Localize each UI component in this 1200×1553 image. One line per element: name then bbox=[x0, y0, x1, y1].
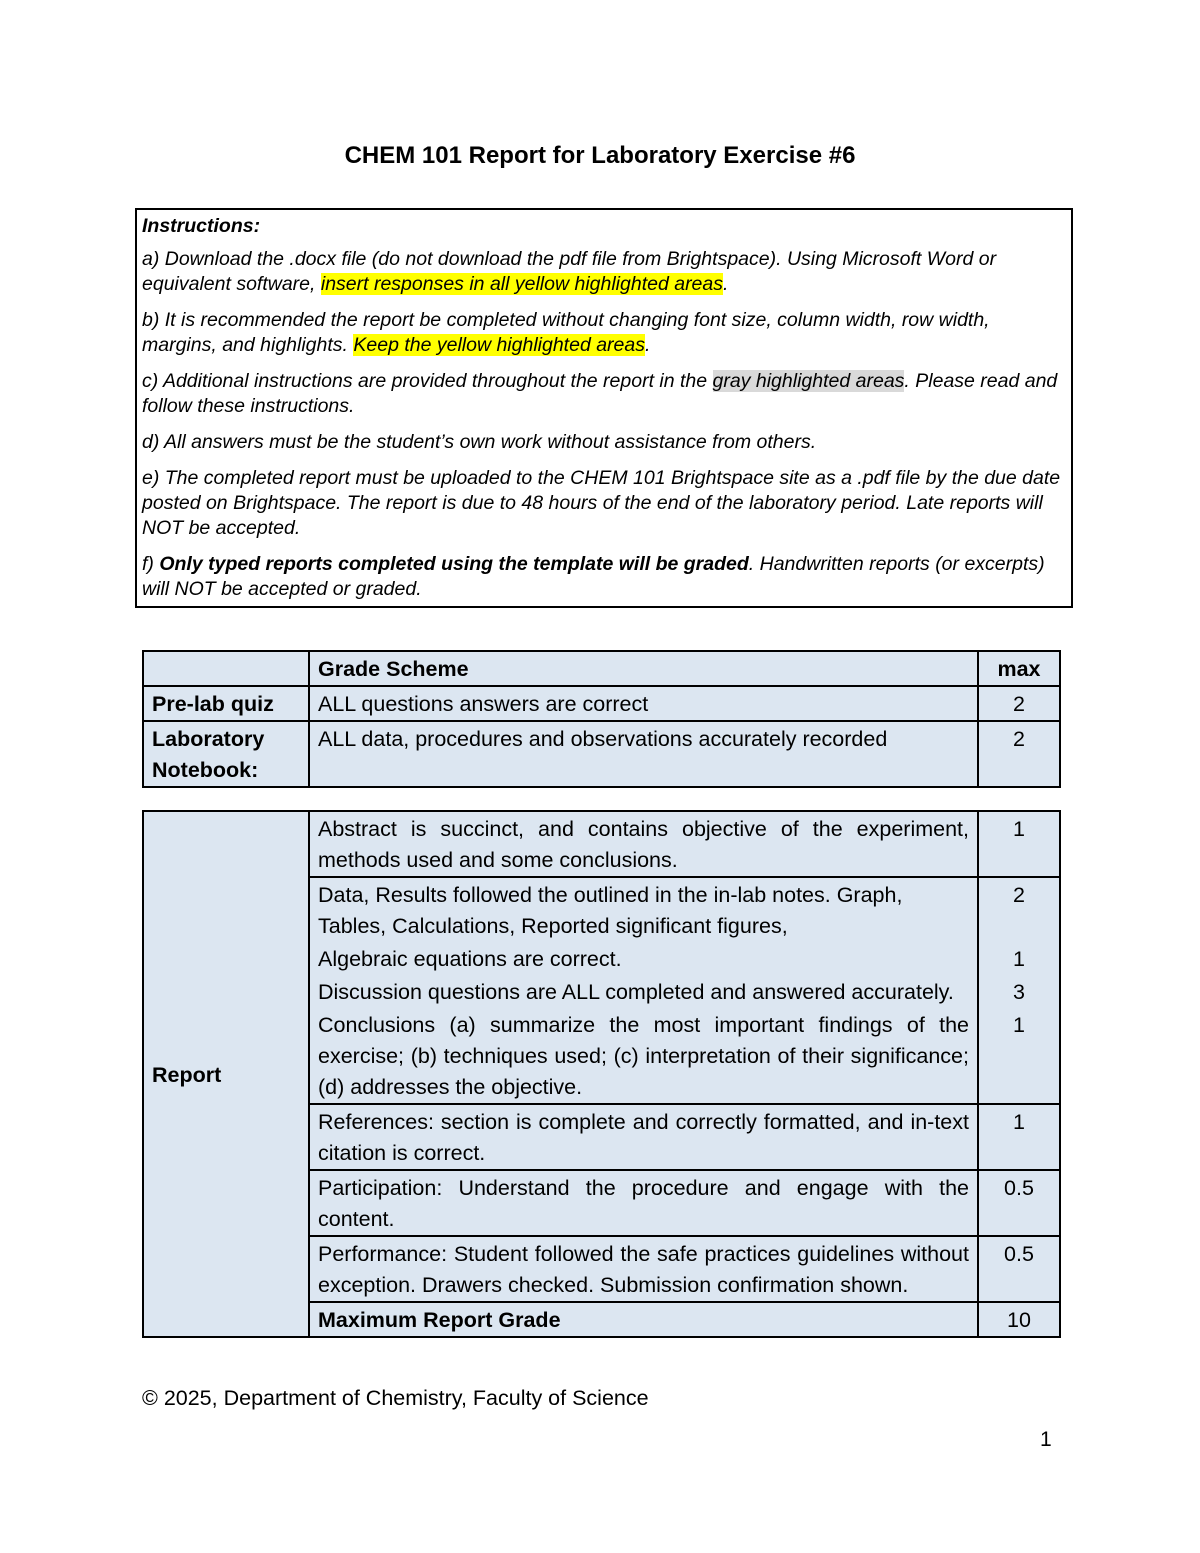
table-row bbox=[143, 811, 1060, 877]
instruction-c bbox=[142, 369, 1066, 419]
report-label: Report bbox=[143, 811, 309, 1337]
table-row bbox=[143, 721, 1060, 787]
row-max: 1 bbox=[978, 1104, 1060, 1170]
instruction-e: e) The completed report must be uploaded to the CHEM 101 Brightspace site as a .pdf file by the due date posted on Brightspace. The report is due to 48 hours of the end of the laboratory period. Late reports will NOT be accepted. bbox=[142, 467, 1061, 539]
row-description: Abstract is succinct, and contains objective of the experiment, methods used and some conclusions. bbox=[309, 811, 978, 877]
total-label: Maximum Report Grade bbox=[309, 1302, 978, 1337]
instructions-heading: Instructions: bbox=[142, 215, 261, 237]
yellow-highlight-a: insert responses in all yellow highlighted areas bbox=[320, 273, 723, 295]
total-max: 10 bbox=[978, 1302, 1060, 1337]
page-number: 1 bbox=[1040, 1428, 1052, 1451]
row-max: 0.5 bbox=[978, 1236, 1060, 1302]
row-description: Discussion questions are ALL completed and answered accurately. bbox=[309, 975, 978, 1008]
instruction-b-end: . bbox=[645, 334, 651, 356]
table-row bbox=[143, 651, 1060, 686]
document-title: CHEM 101 Report for Laboratory Exercise #6 bbox=[344, 142, 856, 169]
row-description: Algebraic equations are correct. bbox=[309, 942, 978, 975]
gray-highlight-c: gray highlighted areas bbox=[712, 370, 905, 392]
instruction-d: d) All answers must be the student’s own work without assistance from others. bbox=[142, 431, 817, 453]
header-max: max bbox=[978, 651, 1060, 686]
copyright-footer: © 2025, Department of Chemistry, Faculty of Science bbox=[142, 1386, 649, 1410]
row-max: 2 bbox=[978, 721, 1060, 787]
row-label: Pre-lab quiz bbox=[143, 686, 309, 721]
instruction-f-end: . Handwritten reports (or excerpts) will NOT be accepted or graded. bbox=[142, 553, 1045, 600]
row-max: 1 bbox=[978, 942, 1060, 975]
grade-scheme-table bbox=[142, 650, 1061, 788]
row-description: Participation: Understand the procedure and engage with the content. bbox=[309, 1170, 978, 1236]
row-description: ALL questions answers are correct bbox=[309, 686, 978, 721]
instructions-box bbox=[135, 208, 1073, 608]
report-grade-table bbox=[142, 810, 1061, 1338]
yellow-highlight-b: Keep the yellow highlighted areas bbox=[353, 334, 645, 356]
instruction-f bbox=[142, 552, 1066, 602]
instruction-a-end: . bbox=[723, 273, 729, 295]
table-row bbox=[143, 686, 1060, 721]
row-description: Conclusions (a) summarize the most important findings of the exercise; (b) techniques used; (c) interpretation of their significance; (d) addresses the objective. bbox=[309, 1008, 978, 1104]
row-description: Data, Results followed the outlined in the in-lab notes. Graph, Tables, Calculations, Reported significant figures, bbox=[309, 877, 978, 942]
instruction-a-text: a) Download the .docx file (do not download the pdf file from Brightspace). Using Microsoft Word or equivalent software, bbox=[142, 248, 997, 295]
row-max: 0.5 bbox=[978, 1170, 1060, 1236]
instruction-c-text: c) Additional instructions are provided throughout the report in the bbox=[142, 370, 713, 392]
instruction-b-text: b) It is recommended the report be completed without changing font size, column width, row width, margins, and highlights. bbox=[142, 309, 990, 356]
header-grade-scheme: Grade Scheme bbox=[309, 651, 978, 686]
row-max: 1 bbox=[978, 811, 1060, 877]
row-description: References: section is complete and correctly formatted, and in-text citation is correct. bbox=[309, 1104, 978, 1170]
instruction-b bbox=[142, 308, 1066, 358]
row-max: 2 bbox=[978, 877, 1060, 942]
row-description: Performance: Student followed the safe practices guidelines without exception. Drawers checked. Submission confirmation shown. bbox=[309, 1236, 978, 1302]
row-max: 2 bbox=[978, 686, 1060, 721]
row-description: ALL data, procedures and observations accurately recorded bbox=[309, 721, 978, 787]
row-label: Laboratory Notebook: bbox=[143, 721, 309, 787]
instruction-f-bold: Only typed reports completed using the template will be graded bbox=[159, 553, 749, 575]
instruction-c-end: . Please read and follow these instructions. bbox=[142, 370, 1058, 417]
row-max: 3 bbox=[978, 975, 1060, 1008]
row-max: 1 bbox=[978, 1008, 1060, 1104]
header-empty-cell bbox=[143, 651, 309, 686]
instruction-a bbox=[142, 247, 1066, 297]
instruction-f-prefix: f) bbox=[142, 553, 160, 575]
